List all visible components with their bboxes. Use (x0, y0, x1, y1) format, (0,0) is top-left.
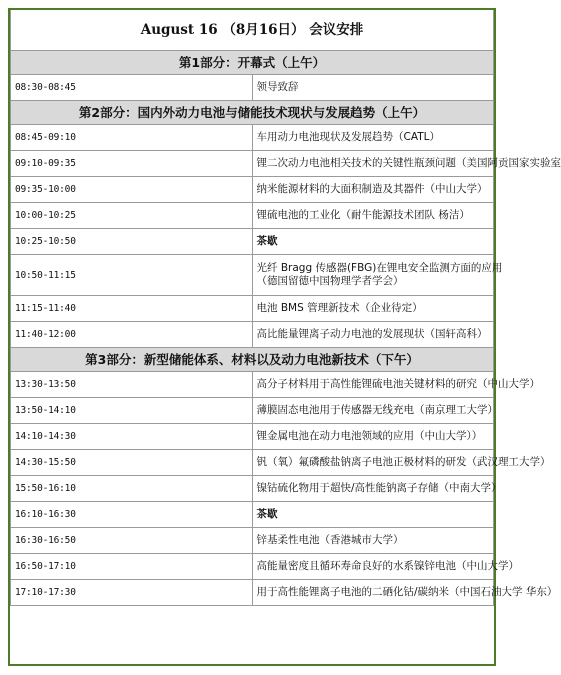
session-row (11, 372, 494, 398)
break-label (252, 229, 494, 255)
session-row (11, 398, 494, 424)
page-title: August 16 （8月16日） 会议安排 (11, 10, 494, 51)
session-time: 15:50-16:10 (11, 476, 253, 502)
session-time: 10:50-11:15 (11, 255, 253, 296)
session-row (11, 75, 494, 101)
break-label (252, 502, 494, 528)
session-topic (252, 125, 494, 151)
session-row (11, 322, 494, 348)
session-topic (252, 322, 494, 348)
session-time: 13:30-13:50 (11, 372, 253, 398)
topic-line: 薄膜固态电池用于传感器无线充电（南京理工大学） (256, 404, 498, 416)
break-row (11, 502, 494, 528)
session-row (11, 528, 494, 554)
session-row (11, 580, 494, 606)
topic-line: 锂二次动力电池相关技术的关键性瓶颈问题（美国阿贡国家实验室 (256, 157, 561, 169)
topic-line: 车用动力电池现状及发展趋势（CATL） (256, 131, 440, 143)
section-header-row (11, 348, 494, 372)
session-row (11, 554, 494, 580)
session-time: 10:25-10:50 (11, 229, 253, 255)
session-row (11, 296, 494, 322)
topic-line: 茶歇 (256, 508, 278, 520)
section-title: 第3部分：新型储能体系、材料以及动力电池新技术（下午） (11, 348, 494, 372)
topic-line: 茶歇 (256, 235, 278, 247)
topic-line: 用于高性能锂离子电池的二硒化钴/碳纳米（中国石油大学 华东） (256, 586, 558, 598)
session-topic (252, 450, 551, 476)
session-time: 09:35-10:00 (11, 177, 253, 203)
topic-line: 高比能量锂离子动力电池的发展现状（国轩高科） (256, 328, 488, 340)
session-topic (252, 580, 558, 606)
topic-line: 纳米能源材料的大面积制造及其器件（中山大学） (256, 183, 488, 195)
session-row (11, 450, 494, 476)
session-topic (252, 296, 494, 322)
session-time: 10:00-10:25 (11, 203, 253, 229)
topic-line: 领导致辞 (256, 81, 299, 93)
topic-line: 电池 BMS 管理新技术（企业待定） (256, 302, 423, 314)
schedule-frame (8, 8, 561, 666)
topic-line: 钒（氧）氟磷酸盐钠离子电池正极材料的研发（武汉理工大学） (256, 456, 551, 468)
session-topic (252, 151, 561, 177)
session-topic (252, 554, 519, 580)
session-time: 08:30-08:45 (11, 75, 253, 101)
session-topic (252, 476, 502, 502)
title-row (11, 10, 494, 51)
session-time: 16:30-16:50 (11, 528, 253, 554)
topic-line: 锂金属电池在动力电池领域的应用（中山大学）） (256, 430, 483, 442)
session-time: 11:40-12:00 (11, 322, 253, 348)
schedule-table (10, 10, 561, 606)
session-time: 09:10-09:35 (11, 151, 253, 177)
session-time: 14:10-14:30 (11, 424, 253, 450)
session-topic (252, 424, 494, 450)
session-topic (252, 75, 494, 101)
section-header-row (11, 51, 494, 75)
session-time: 16:50-17:10 (11, 554, 253, 580)
session-topic (252, 398, 498, 424)
session-topic (252, 372, 540, 398)
session-time: 08:45-09:10 (11, 125, 253, 151)
session-row (11, 125, 494, 151)
schedule-body (11, 10, 561, 606)
section-title: 第2部分：国内外动力电池与储能技术现状与发展趋势（上午） (11, 101, 494, 125)
topic-line: 高分子材料用于高性能锂硫电池关键材料的研究（中山大学） (256, 378, 540, 390)
topic-line: 高能量密度且循环寿命良好的水系镍锌电池（中山大学） (256, 560, 519, 572)
section-title: 第1部分：开幕式（上午） (11, 51, 494, 75)
session-time: 13:50-14:10 (11, 398, 253, 424)
topic-line: 光纤 Bragg 传感器(FBG)在锂电安全监测方面的应用 (256, 262, 503, 274)
session-time: 17:10-17:30 (11, 580, 253, 606)
topic-line: 锌基柔性电池（香港城市大学） (256, 534, 404, 546)
session-topic (252, 177, 494, 203)
session-topic (252, 528, 494, 554)
session-row (11, 203, 494, 229)
break-row (11, 229, 494, 255)
session-time: 16:10-16:30 (11, 502, 253, 528)
session-row (11, 151, 494, 177)
topic-line: 锂硫电池的工业化（耐牛能源技术团队 杨洁） (256, 209, 470, 221)
session-time: 11:15-11:40 (11, 296, 253, 322)
session-topic (252, 255, 503, 296)
topic-line: 镍钴硫化物用于超快/高性能钠离子存储（中南大学） (256, 482, 502, 494)
session-time: 14:30-15:50 (11, 450, 253, 476)
session-row (11, 476, 494, 502)
session-topic (252, 203, 494, 229)
topic-line: （德国留德中国物理学者学会） (256, 275, 404, 287)
session-row (11, 424, 494, 450)
section-header-row (11, 101, 494, 125)
session-row (11, 177, 494, 203)
session-row (11, 255, 494, 296)
